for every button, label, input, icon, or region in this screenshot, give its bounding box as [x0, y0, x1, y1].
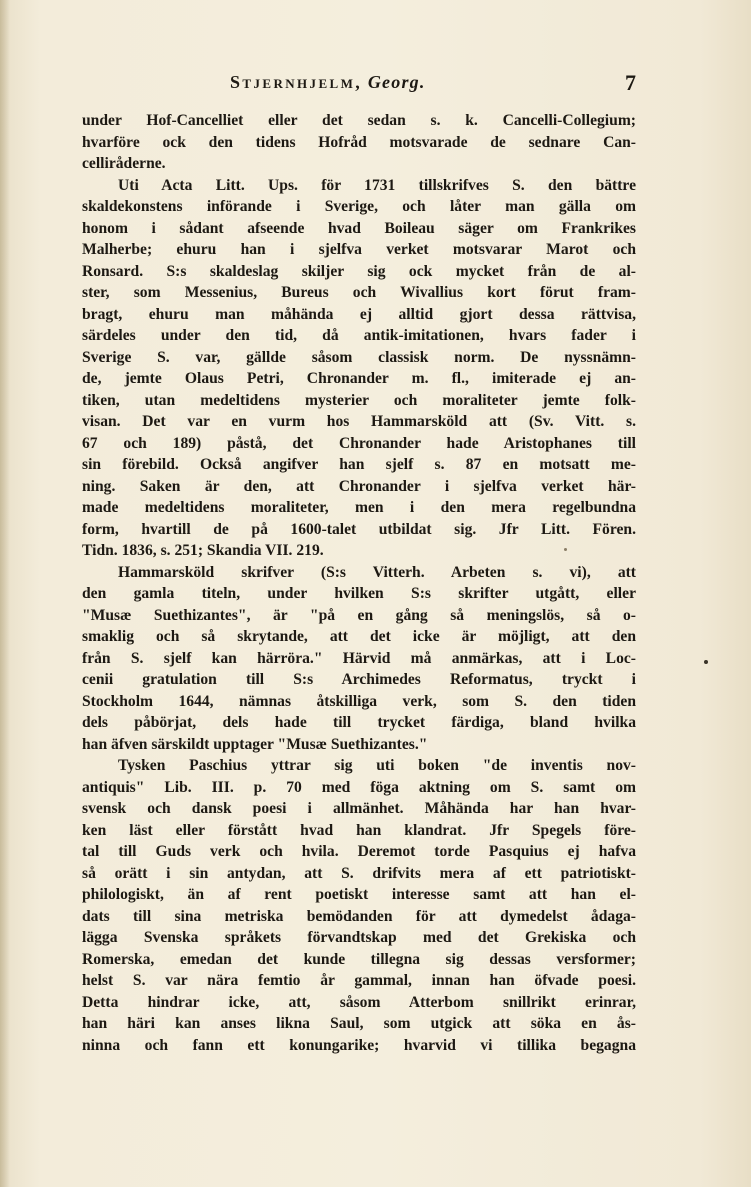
text-line: de, jemte Olaus Petri, Chronander m. fl., imiterade ej an-: [82, 370, 636, 387]
text-line: celliråderne.: [82, 155, 166, 172]
text-line: Tidn. 1836, s. 251; Skandia VII. 219.: [82, 542, 324, 559]
text-line: Hammarsköld skrifver (S:s Vitterh. Arbeten s. vi), att: [118, 563, 636, 581]
running-head-surname: Stjernhjelm,: [230, 72, 363, 92]
text-line: så orätt i sin antydan, att S. drifvits mera af ett patriotiskt-: [82, 864, 636, 882]
text-line: sin förebild. Också angifver han sjelf s. 87 en motsatt me-: [82, 456, 636, 473]
running-head: [230, 72, 426, 93]
text-line: antiquis" Lib. III. p. 70 med föga aktning om S. samt om: [82, 778, 636, 796]
body-text: [82, 110, 636, 1056]
text-line: Detta hindrar icke, att, såsom Atterbom snillrikt erinrar,: [82, 993, 636, 1011]
text-line: dels påbörjat, dels hade till trycket färdiga, bland hvilka: [82, 714, 636, 731]
text-line: han äfven särskildt upptager "Musæ Suethizantes.": [82, 735, 428, 753]
page-number: 7: [625, 70, 636, 95]
text-line: ken läst eller förstått hvad han klandrat. Jfr Spegels före-: [82, 821, 636, 839]
text-line: Romerska, emedan det kunde tillegna sig dessas versformer;: [82, 950, 636, 968]
text-line: svensk och dansk poesi i allmänhet. Måhända har han hvar-: [82, 800, 636, 817]
text-line: ning. Saken är den, att Chronander i sjelfva verket här-: [82, 477, 636, 495]
text-line: 67 och 189) påstå, det Chronander hade Aristophanes till: [82, 434, 636, 452]
text-line: form, hvartill de på 1600-talet utbildat sig. Jfr Litt. Fören.: [82, 520, 636, 538]
ink-speck: [704, 660, 708, 664]
text-line: Uti Acta Litt. Ups. för 1731 tillskrifves S. den bättre: [118, 176, 636, 194]
text-line: särdeles under den tid, då antik-imitationen, hvars fader i: [82, 327, 636, 344]
text-line: visan. Det var en vurm hos Hammarsköld att (Sv. Vitt. s.: [82, 413, 636, 430]
text-line: smaklig och så skrytande, att det icke är möjligt, att den: [82, 628, 636, 645]
text-line: från S. sjelf kan härröra." Härvid må anmärkas, att i Loc-: [82, 649, 636, 667]
text-line: Stockholm 1644, nämnas åtskilliga verk, som S. den tiden: [82, 692, 636, 710]
text-line: Tysken Paschius yttrar sig uti boken "de inventis nov-: [118, 757, 636, 774]
text-line: made medeltidens moraliteter, men i den mera regelbundna: [82, 499, 636, 516]
text-line: han häri kan anses likna Saul, som utgick att söka en ås-: [82, 1015, 636, 1032]
ink-speck: [564, 548, 567, 551]
text-line: bragt, ehuru man måhända ej alltid gjort dessa rättvisa,: [82, 305, 636, 323]
running-head-given-name: Georg.: [367, 72, 426, 92]
text-line: "Musæ Suethizantes", är "på en gång så meningslös, så o-: [82, 606, 636, 624]
text-line: lägga Svenska språkets förvandtskap med det Grekiska och: [82, 929, 636, 946]
page-header: [82, 72, 636, 100]
binding-edge: [0, 0, 10, 1187]
text-line: tiken, utan medeltidens mysterier och moraliteter jemte folk-: [82, 391, 636, 409]
text-line: hvarföre ock den tidens Hofråd motsvarade de sednare Can-: [82, 133, 636, 151]
text-line: skaldekonstens införande i Sverige, och låter man gälla om: [82, 198, 636, 215]
text-line: dats till sina metriska bemödanden för att dymedelst ådaga-: [82, 907, 636, 925]
text-line: cenii gratulation till S:s Archimedes Reformatus, tryckt i: [82, 671, 636, 688]
text-line: Sverige S. var, gällde såsom classisk norm. De nyssnämn-: [82, 348, 636, 366]
text-line: den gamla titeln, under hvilken S:s skrifter utgått, eller: [82, 585, 636, 602]
text-line: helst S. var nära femtio år gammal, innan han öfvade poesi.: [82, 972, 636, 989]
text-line: Malherbe; ehuru han i sjelfva verket motsvarar Marot och: [82, 241, 636, 258]
text-line: honom i sådant afseende hvad Boileau säger om Frankrikes: [82, 219, 636, 237]
text-line: under Hof-Cancelliet eller det sedan s. k. Cancelli-Collegium;: [82, 112, 636, 129]
text-line: ster, som Messenius, Bureus och Wivallius kort förut fram-: [82, 284, 636, 301]
text-line: philologiskt, än af rent poetiskt interesse samt att han el-: [82, 886, 636, 903]
text-line: Ronsard. S:s skaldeslag skiljer sig ock mycket från de al-: [82, 262, 636, 280]
text-line: ninna och fann ett konungarike; hvarvid vi tillika begagna: [82, 1036, 636, 1054]
text-line: tal till Guds verk och hvila. Deremot torde Pasquius ej hafva: [82, 843, 636, 860]
